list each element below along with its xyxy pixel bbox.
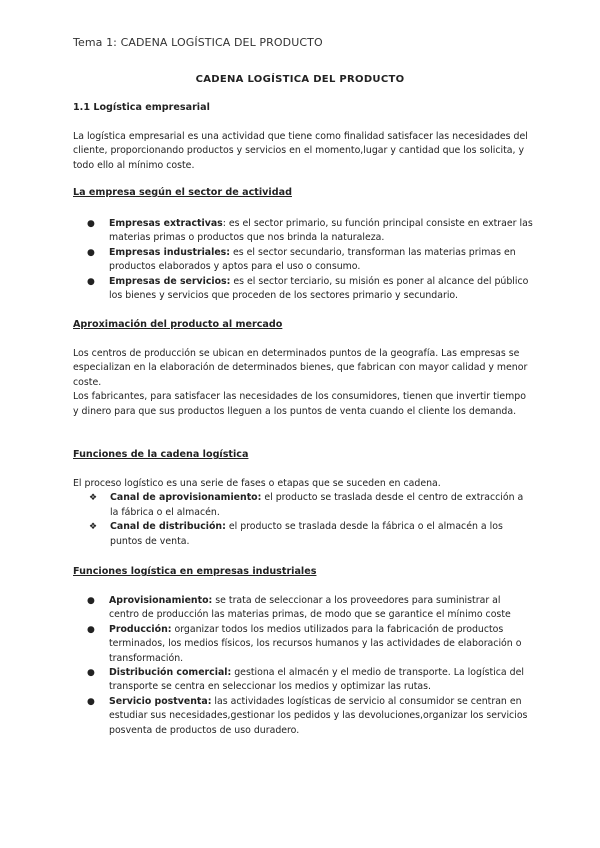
mercado-paragraph-1: Los centros de producción se ubican en determinados puntos de la geografía. Las empresas se especializan en la elaboración de determinados bienes, que fabrican con mayor calidad y menor coste. bbox=[73, 348, 528, 388]
industriales-list-block bbox=[73, 594, 533, 738]
list-item-term: Servicio postventa: bbox=[109, 695, 212, 707]
bullet-icon: ● bbox=[87, 696, 95, 707]
mercado-section bbox=[73, 318, 533, 332]
document-title: CADENA LOGÍSTICA DEL PRODUCTO bbox=[195, 74, 405, 85]
section-1-paragraph-block bbox=[73, 130, 533, 173]
mercado-paragraphs bbox=[73, 347, 533, 419]
list-item-term: Empresas industriales: bbox=[109, 246, 231, 258]
industriales-list bbox=[73, 594, 533, 738]
section-1-heading: 1.1 Logística empresarial bbox=[73, 102, 210, 113]
section-1 bbox=[73, 101, 533, 115]
funciones-section bbox=[73, 448, 533, 462]
list-item bbox=[73, 695, 533, 738]
list-item-text: organizar todos los medios utilizados para la fabricación de productos terminados, los medios físicos, los recursos humanos y las actividades de elaboración o transformación. bbox=[109, 623, 522, 664]
list-item bbox=[73, 623, 533, 666]
list-item-text: se trata de seleccionar a los proveedores para suministrar al centro de producción las materias primas, de modo que se garantice el mínimo coste bbox=[109, 595, 511, 621]
list-item-term: Aprovisionamiento: bbox=[109, 595, 213, 606]
sector-list-block bbox=[73, 217, 533, 303]
list-item-text: las actividades logísticas de servicio al consumidor se centran en estudiar sus necesidades,gestionar los pedidos y las devoluciones,organizar los servicios posventa de productos de uso duradero. bbox=[109, 695, 528, 736]
list-item-term: Distribución comercial: bbox=[109, 667, 232, 679]
funciones-intro: El proceso logístico es una serie de fases o etapas que se suceden en cadena. bbox=[73, 478, 441, 489]
bullet-icon: ● bbox=[87, 219, 95, 229]
industriales-heading: Funciones logística en empresas industriales bbox=[73, 566, 317, 577]
list-item bbox=[73, 594, 533, 623]
diamond-bullet-icon: ❖ bbox=[89, 522, 98, 533]
list-item bbox=[73, 520, 533, 549]
list-item-text: es el sector secundario, transforman las materias primas en productos elaborados y aptos para el uso o consumo. bbox=[109, 246, 516, 273]
funciones-list bbox=[73, 491, 533, 549]
sector-section bbox=[73, 186, 533, 200]
page-header: Tema 1: CADENA LOGÍSTICA DEL PRODUCTO bbox=[73, 36, 323, 49]
list-item bbox=[73, 666, 533, 695]
list-item bbox=[73, 275, 533, 304]
list-item-text: el producto se traslada desde el centro de extracción a la fábrica o el almacén. bbox=[110, 492, 524, 518]
mercado-paragraph-2: Los fabricantes, para satisfacer las necesidades de los consumidores, tienen que invertir tiempo y dinero para que sus productos lleguen a los puntos de venta cuando el cliente los demanda. bbox=[73, 391, 526, 417]
funciones-body bbox=[73, 477, 533, 549]
list-item bbox=[73, 246, 533, 275]
bullet-icon: ● bbox=[87, 247, 95, 258]
funciones-heading: Funciones de la cadena logística bbox=[73, 449, 249, 460]
list-item-term: Canal de aprovisionamiento: bbox=[110, 492, 262, 504]
sector-heading: La empresa según el sector de actividad bbox=[73, 187, 292, 198]
bullet-icon: ● bbox=[87, 276, 95, 287]
list-item-text: gestiona el almacén y el medio de transporte. La logística del transporte se centra en seleccionar los medios y optimizar las rutas. bbox=[109, 667, 524, 693]
list-item-text: : es el sector primario, su función principal consiste en extraer las materias primas o productos que nos brinda la naturaleza. bbox=[109, 218, 533, 244]
mercado-heading: Aproximación del producto al mercado bbox=[73, 319, 283, 330]
list-item-text: el producto se traslada desde la fábrica o el almacén a los puntos de venta. bbox=[110, 521, 503, 547]
bullet-icon: ● bbox=[87, 624, 95, 635]
list-item bbox=[73, 491, 533, 520]
bullet-icon: ● bbox=[87, 668, 95, 679]
industriales-section bbox=[73, 565, 533, 579]
bullet-icon: ● bbox=[87, 596, 95, 606]
list-item bbox=[73, 217, 533, 246]
list-item-term: Empresas de servicios: bbox=[109, 275, 231, 287]
sector-list bbox=[73, 217, 533, 303]
section-1-paragraph: La logística empresarial es una actividad que tiene como finalidad satisfacer las necesidades del cliente, proporcionando productos y servicios en el momento,lugar y cantidad que los solicita, y todo ello al mínimo coste. bbox=[73, 131, 528, 171]
diamond-bullet-icon: ❖ bbox=[89, 493, 98, 504]
list-item-text: es el sector terciario, su misión es poner al alcance del público los bienes y servicios que proceden de los sectores primario y secundario. bbox=[109, 275, 529, 302]
list-item-term: Empresas extractivas bbox=[109, 218, 223, 229]
list-item-term: Producción: bbox=[109, 623, 172, 635]
list-item-term: Canal de distribución: bbox=[110, 521, 226, 533]
